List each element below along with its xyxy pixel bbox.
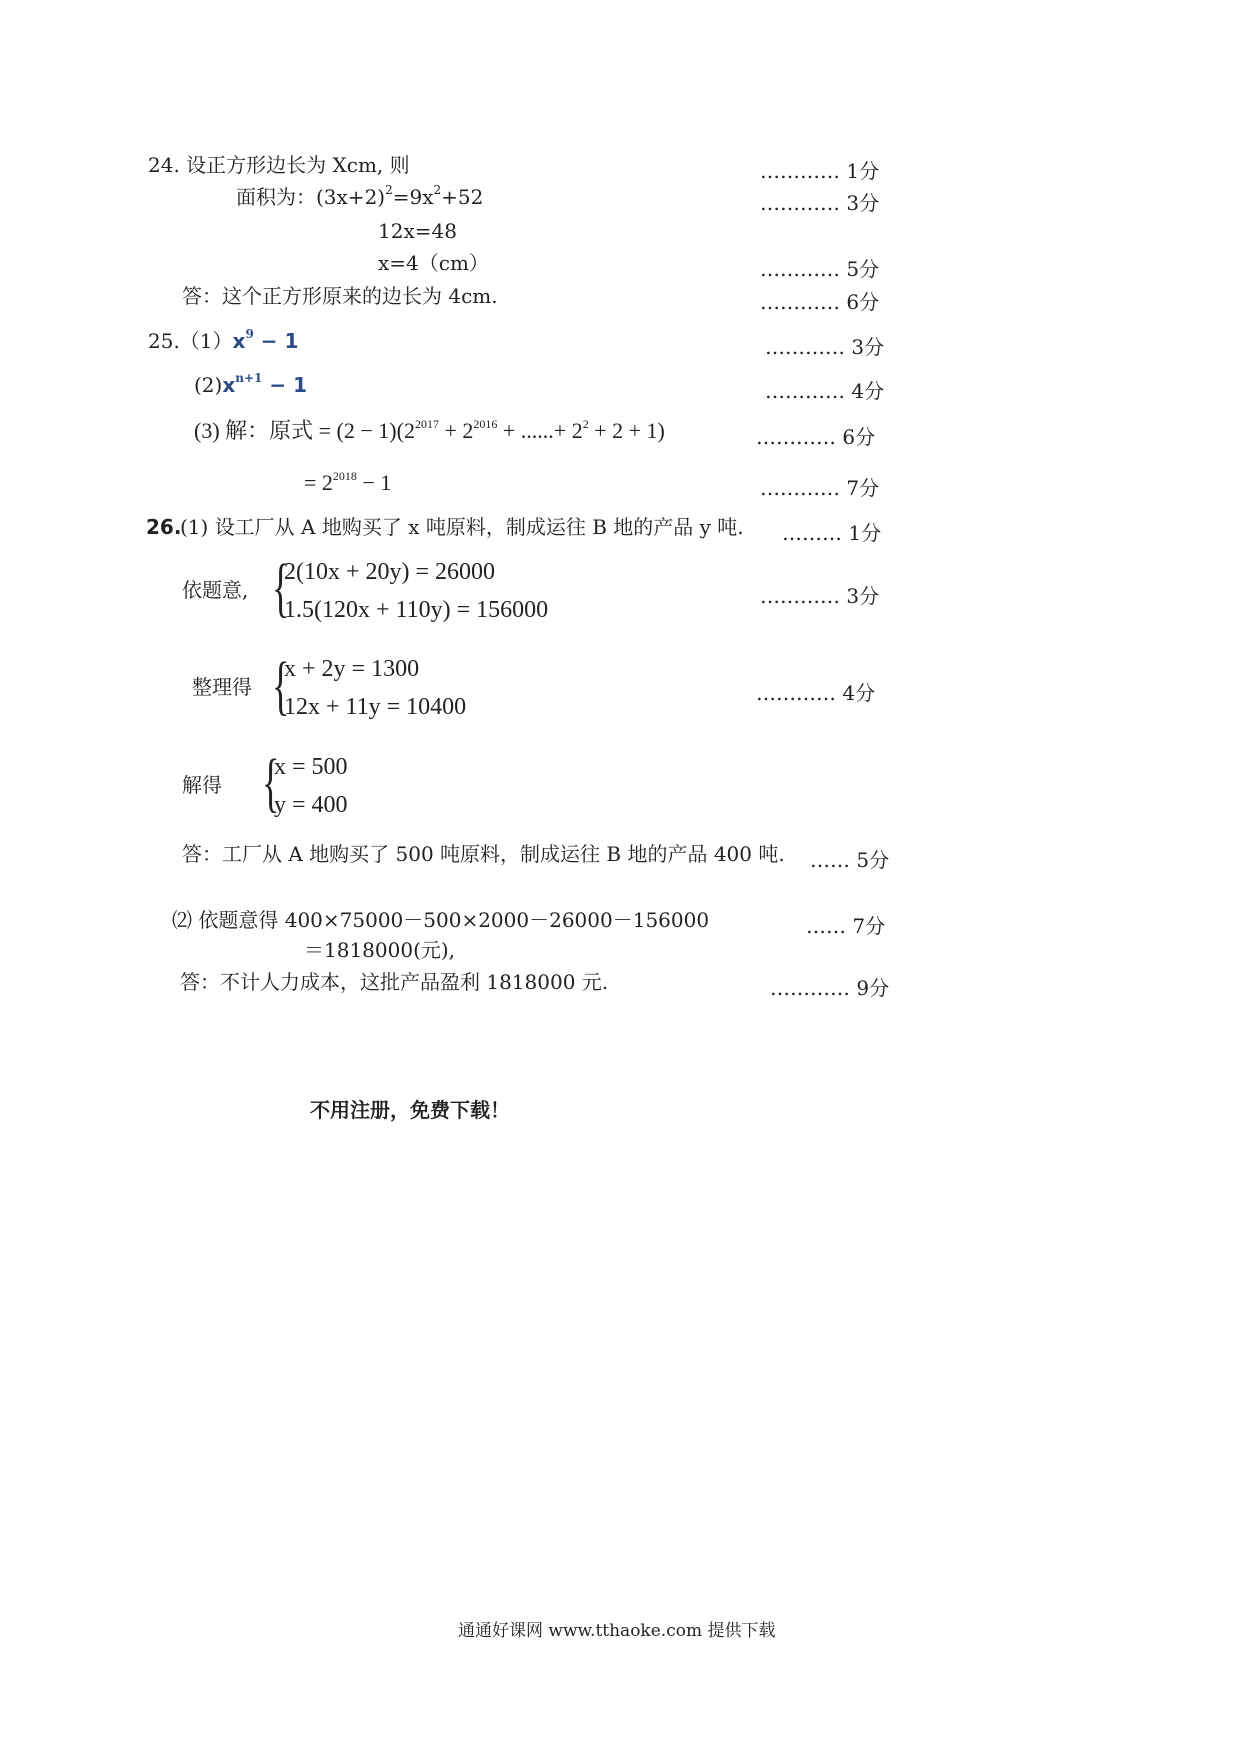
q24-line2: 面积为：$(3x+2)^2=9x^2+52$ bbox=[236, 183, 484, 209]
q25-score-2: ………… 4分 bbox=[765, 379, 885, 403]
q25-part3: (3) 解：原式 = $(2 - 1)(2^{2017} + 2^{2016}$ + ......+ $2^2 + 2 + 1$) bbox=[194, 417, 665, 443]
q26-sys1-a: 2(10x + 20y) = 26000 bbox=[284, 559, 496, 585]
q25-score-3: ………… 6分 bbox=[756, 425, 876, 449]
q24-line4: x=4（cm） bbox=[378, 251, 489, 275]
q26-sys2-a: x + 2y = 1300 bbox=[284, 656, 420, 682]
q26-label-zhengli: 整理得 bbox=[192, 675, 252, 699]
q26-score-5: …… 7分 bbox=[806, 914, 886, 938]
q26-line1: (1) 设工厂从 A 地购买了 x 吨原料，制成运往 B 地的产品 y 吨. bbox=[180, 515, 744, 539]
q25-part1: $25.(1)x^9 - 1$ bbox=[148, 327, 299, 353]
q24-line1: 24. 设正方形边长为 Xcm, 则 bbox=[148, 153, 410, 177]
page-footer: 通通好课网 www.tthaoke.com 提供下载 bbox=[458, 1621, 776, 1641]
q26-label-yiti: 依题意, bbox=[182, 578, 249, 602]
q24-score-1: ………… 1分 bbox=[760, 159, 880, 183]
q26-score-2: ………… 3分 bbox=[760, 584, 880, 608]
system-brace: { bbox=[262, 746, 280, 819]
q26-number: 26. bbox=[146, 515, 182, 539]
q25-score-1: ………… 3分 bbox=[765, 335, 885, 359]
system-brace: { bbox=[272, 649, 290, 722]
q25-part4: = $2^{2018} - 1$ bbox=[304, 469, 392, 495]
q26-sys3-b: y = 400 bbox=[274, 792, 348, 818]
q26-sys2-b: 12x + 11y = 10400 bbox=[284, 694, 467, 720]
q24-score-3: ………… 5分 bbox=[760, 257, 880, 281]
q24-line3: 12x=48 bbox=[378, 219, 457, 243]
q26-answer2: 答：不计人力成本，这批产品盈利 1818000 元. bbox=[180, 970, 609, 994]
q25-score-4: ………… 7分 bbox=[760, 476, 880, 500]
q26-label-jiede: 解得 bbox=[182, 773, 222, 797]
system-brace: { bbox=[272, 551, 290, 624]
q26-score-3: ………… 4分 bbox=[756, 681, 876, 705]
promo-text: 不用注册，免费下载！ bbox=[310, 1098, 510, 1122]
q26-score-6: ………… 9分 bbox=[770, 976, 890, 1000]
q26-part2-b: ＝1818000(元), bbox=[304, 938, 456, 962]
q26-score-1: ……… 1分 bbox=[782, 521, 882, 545]
q26-sys1-b: 1.5(120x + 110y) = 156000 bbox=[284, 597, 549, 623]
q26-part2-a: ⑵ 依题意得 400×75000－500×2000－26000－156000 bbox=[172, 908, 710, 932]
q24-score-2: ………… 3分 bbox=[760, 191, 880, 215]
q26-sys3-a: x = 500 bbox=[274, 754, 348, 780]
q26-score-4: …… 5分 bbox=[810, 848, 890, 872]
q26-answer1: 答：工厂从 A 地购买了 500 吨原料，制成运往 B 地的产品 400 吨. bbox=[182, 842, 785, 866]
q24-score-4: ………… 6分 bbox=[760, 290, 880, 314]
q24-answer: 答：这个正方形原来的边长为 4cm. bbox=[182, 284, 498, 308]
q25-part2: $(2)x^{n+1} - 1$ bbox=[194, 371, 307, 397]
